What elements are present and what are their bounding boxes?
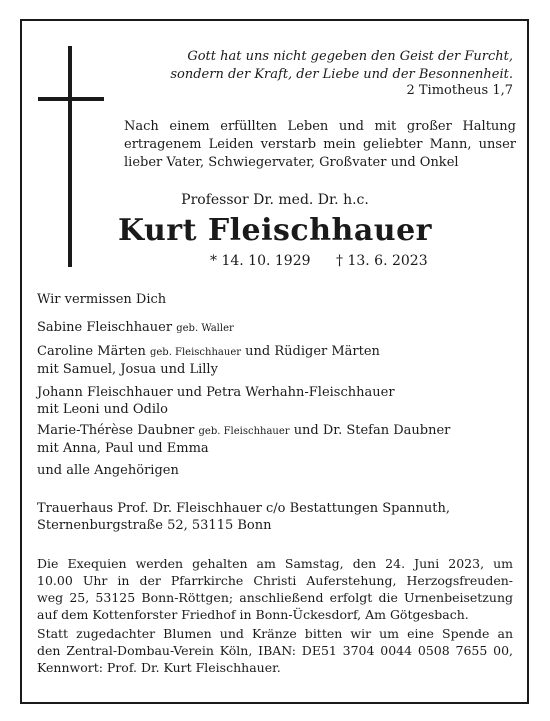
all-relatives: und alle Angehörigen [37,463,179,478]
mourner-name: Marie-Thérèse Daubner [37,423,195,438]
birth-date: * 14. 10. 1929 [210,253,311,269]
donation-line: den Zentral-Dombau-Verein Köln, IBAN: DE51 3704 0044 0508 7655 00, [37,643,513,658]
mourner-partner: und Rüdiger Märten [245,344,380,359]
mourner-partner: und Dr. Stefan Daubner [293,423,451,438]
death-date: † 13. 6. 2023 [336,253,428,269]
intro-line: ertragenem Leiden verstarb mein geliebter Mann, unser [124,137,516,152]
exequies-line: auf dem Kottenforster Friedhof in Bonn-Ückesdorf, Am Götgesbach. [37,607,469,622]
mourner-3 [37,384,395,418]
donation-line: Kennwort: Prof. Dr. Kurt Fleischhauer. [37,660,281,675]
funeral-home-line: Trauerhaus Prof. Dr. Fleischhauer c/o Bestattungen Spannuth, [37,501,451,516]
missing-text: Wir vermissen Dich [37,292,167,307]
mourner-name: Johann Fleischhauer und Petra Werhahn-Fleischhauer [37,385,395,400]
maiden-name: geb. Fleischhauer [149,347,242,358]
funeral-home-line: Sternenburgstraße 52, 53115 Bonn [37,518,272,533]
bible-quote [170,48,513,84]
exequies-line: 10.00 Uhr in der Pfarrkirche Christi Auferstehung, Herzogsfreuden- [37,573,513,588]
quote-line: Gott hat uns nicht gegeben den Geist der Furcht, [187,49,513,64]
deceased-name: Kurt Fleischhauer [118,213,432,248]
mourner-2 [37,343,380,378]
funeral-home [37,500,450,534]
mourner-children: mit Leoni und Odilo [37,402,168,417]
intro-line: Nach einem erfüllten Leben und mit großer Haltung [124,119,516,134]
academic-title: Professor Dr. med. Dr. h.c. [181,192,369,208]
donation-line: Statt zugedachter Blumen und Kränze bitten wir um eine Spende an [37,626,513,641]
mourner-children: mit Samuel, Josua und Lilly [37,362,218,377]
mourner-4 [37,422,450,457]
quote-reference: 2 Timotheus 1,7 [406,83,513,98]
mourner-1 [37,319,234,337]
exequies-line: weg 25, 53125 Bonn-Röttgen; anschließend erfolgt die Urnenbeisetzung [37,590,513,605]
mourner-children: mit Anna, Paul und Emma [37,441,209,456]
cross-icon-bar [38,97,104,101]
donation-text [37,625,513,676]
maiden-name: geb. Waller [176,323,234,334]
mourner-name: Caroline Märten [37,344,146,359]
maiden-name: geb. Fleischhauer [198,426,290,437]
intro-line: lieber Vater, Schwiegervater, Großvater und Onkel [124,155,459,170]
intro-text [124,118,516,172]
exequies-line: Die Exequien werden gehalten am Samstag, den 24. Juni 2023, um [37,556,513,571]
exequies-text [37,555,513,623]
mourner-name: Sabine Fleischhauer [37,320,173,335]
quote-line: sondern der Kraft, der Liebe und der Besonnenheit. [170,67,513,82]
